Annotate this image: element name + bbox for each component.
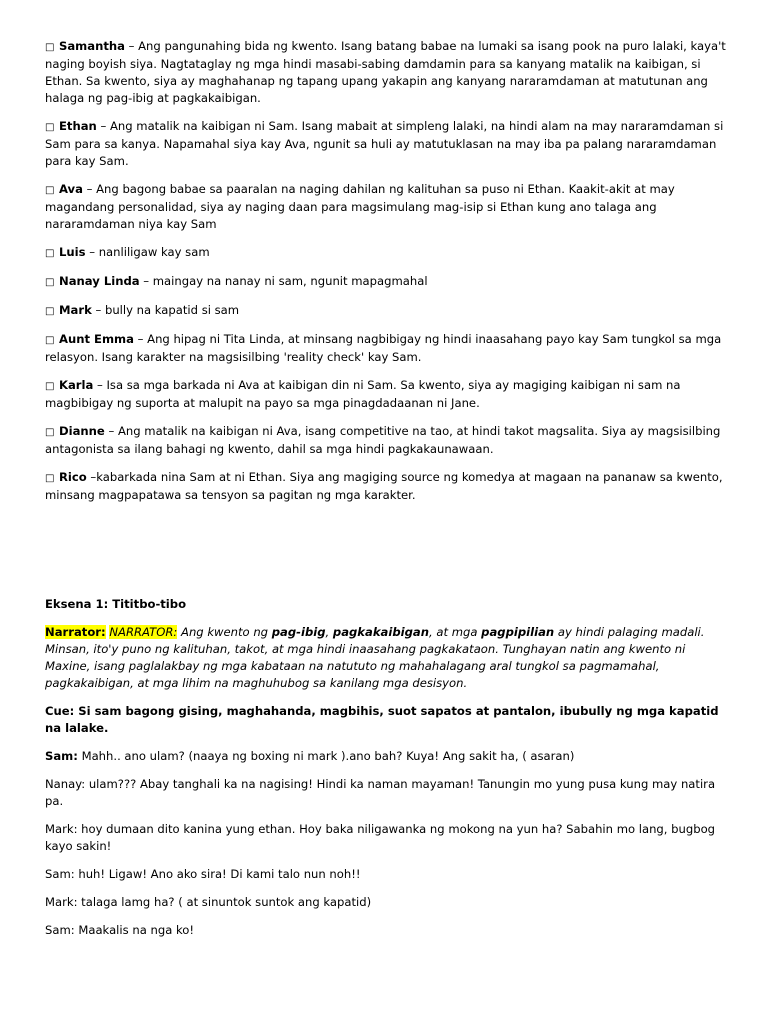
- scene-cue: Cue: Si sam bagong gising, maghahanda, magbihis, suot sapatos at pantalon, ibubully ng mga kapatid na lalake.: [45, 704, 719, 735]
- character-name: Rico: [59, 470, 87, 484]
- character-description: – Isa sa mga barkada ni Ava at kaibigan din ni Sam. Sa kwento, siya ay magiging kaibigan ni sam na magbibigay ng suporta at malupit na payo sa mga pinagdadaanan ni Jane.: [45, 378, 681, 410]
- bullet-box-icon: □: [45, 185, 55, 196]
- dialogue-line: Mark: talaga lamg ha? ( at sinuntok suntok ang kapatid): [45, 895, 372, 909]
- dialogue-line: Nanay: ulam??? Abay tanghali ka na nagising! Hindi ka naman mayaman! Tanungin mo yung pusa kung may natira pa.: [45, 777, 716, 808]
- scene-title: Eksena 1: Tititbo-tibo: [45, 597, 187, 611]
- bullet-box-icon: □: [45, 122, 55, 133]
- narration-text: NARRATOR: Ang kwento ng pag-ibig, pagkakaibigan, at mga pagpipilian ay hindi palaging madali. Minsan, ito'y puno ng kalituhan, takot, at mga hindi inaasahang pagkakataon. Tunghayan natin ang kwento ni Maxine, isang paglalakbay ng mga kabataan na natututo ng mahahalagang aral tungkol sa pagmamahal, pagkakaibigan, at mga lihim na maghuhubog sa kanilang mga desisyon.: [45, 625, 705, 690]
- character-name: Nanay Linda: [59, 274, 140, 288]
- character-description: – nanliligaw kay sam: [85, 245, 210, 259]
- character-name: Mark: [59, 303, 92, 317]
- character-description: –kabarkada nina Sam at ni Ethan. Siya ang magiging source ng komedya at magaan na pananaw sa kwento, minsang magpapatawa sa tensyon sa pagitan ng mga karakter.: [45, 470, 723, 502]
- character-name: Ava: [59, 182, 83, 196]
- character-description: – Ang matalik na kaibigan ni Ava, isang competitive na tao, at hindi takot magsalita. Siya ay magsisilbing antagonista sa ilang bahagi ng kwento, dahil sa mga hindi pagkakaunawaan.: [45, 424, 721, 456]
- character-item: [45, 38, 727, 107]
- character-description: – Ang bagong babae sa paaralan na naging dahilan ng kalituhan sa puso ni Ethan. Kaakit-akit at may magandang personalidad, siya ay naging daan para magsimulang mag-isip si Ethan kung ano talaga ang nararamdaman niya kay Sam: [45, 182, 675, 231]
- character-description: – Ang pangunahing bida ng kwento. Isang batang babae na lumaki sa isang pook na puro lalaki, kaya't naging boyish siya. Nagtataglay ng mga hindi masabi-sabing damdamin para sa kanyang matalik na kaibigan, si Ethan. Sa kwento, siya ay maghahanap ng tapang upang yakapin ang kanyang nararamdaman at matutunan ang halaga ng pag-ibig at pagkakaibigan.: [45, 39, 726, 105]
- dialogue-line: Sam: huh! Ligaw! Ano ako sira! Di kami talo nun noh!!: [45, 867, 361, 881]
- character-name: Ethan: [59, 119, 97, 133]
- character-item: [45, 423, 727, 458]
- narrator-label: Narrator:: [45, 625, 106, 639]
- character-description: – Ang matalik na kaibigan ni Sam. Isang mabait at simpleng lalaki, na hindi alam na may nararamdaman si Sam para sa kanya. Napamahal siya kay Ava, ngunit sa huli ay matutuklasan na may iba pa palang nararamdaman para kay Sam.: [45, 119, 724, 168]
- character-item: [45, 331, 727, 366]
- character-item: [45, 302, 727, 320]
- bullet-box-icon: □: [45, 277, 55, 288]
- narrator-tag: NARRATOR:: [109, 625, 178, 639]
- bullet-box-icon: □: [45, 473, 55, 484]
- character-item: [45, 377, 727, 412]
- bullet-box-icon: □: [45, 248, 55, 259]
- section-gap: [45, 515, 727, 596]
- bullet-box-icon: □: [45, 427, 55, 438]
- character-name: Aunt Emma: [59, 332, 134, 346]
- dialogue-line: Mark: hoy dumaan dito kanina yung ethan. Hoy baka niligawanka ng mokong na yun ha? Sabahin mo lang, bugbog kayo sakin!: [45, 822, 716, 853]
- bullet-box-icon: □: [45, 335, 55, 346]
- character-item: [45, 273, 727, 291]
- bullet-box-icon: □: [45, 381, 55, 392]
- character-item: [45, 469, 727, 504]
- character-name: Luis: [59, 245, 86, 259]
- character-name: Samantha: [59, 39, 125, 53]
- dialogue-line: Sam: Maakalis na nga ko!: [45, 923, 195, 937]
- document-content: [45, 38, 727, 950]
- character-description: – Ang hipag ni Tita Linda, at minsang nagbibigay ng hindi inaasahang payo kay Sam tungkol sa mga relasyon. Isang karakter na magsisilbing 'reality check' kay Sam.: [45, 332, 722, 364]
- character-list: [45, 38, 727, 504]
- character-item: [45, 118, 727, 170]
- character-item: [45, 181, 727, 233]
- character-item: [45, 244, 727, 262]
- bullet-box-icon: □: [45, 42, 55, 53]
- bullet-box-icon: □: [45, 306, 55, 317]
- character-description: – bully na kapatid si sam: [91, 303, 240, 317]
- narration-paragraph: [45, 624, 727, 692]
- character-name: Karla: [59, 378, 94, 392]
- character-name: Dianne: [59, 424, 105, 438]
- character-description: – maingay na nanay ni sam, ngunit mapagmahal: [139, 274, 428, 288]
- dialogue-list: [45, 776, 727, 939]
- dialogue-line-sam: Sam: Mahh.. ano ulam? (naaya ng boxing ni mark ).ano bah? Kuya! Ang sakit ha, ( asaran): [45, 749, 575, 763]
